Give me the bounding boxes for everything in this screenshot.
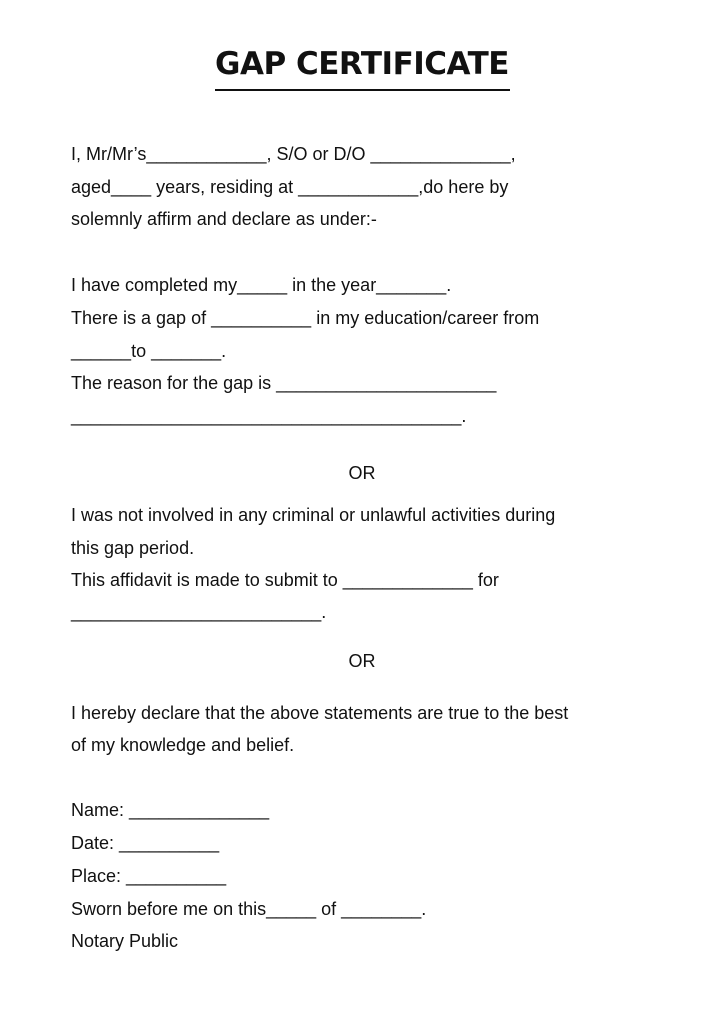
conduct-line-3: This affidavit is made to submit to _____________ for [71,570,499,590]
place-field: Place: __________ [71,866,227,886]
conduct-line-2: this gap period. [71,538,195,558]
date-field: Date: __________ [71,833,220,853]
conduct-line-1: I was not involved in any criminal or unlawful activities during [71,505,556,525]
intro-line-2: aged____ years, residing at ____________,do here by [71,177,509,197]
declaration-line-2: of my knowledge and belief. [71,735,295,755]
title-underline [215,89,510,91]
details-line-5: _______________________________________. [71,406,467,426]
or-separator-2: OR [348,651,376,671]
details-line-4: The reason for the gap is ______________________ [71,373,497,393]
intro-line-3: solemnly affirm and declare as under:- [71,209,377,229]
intro-line-1: I, Mr/Mr’s____________, S/O or D/O ______________, [71,144,516,164]
document-title: GAP CERTIFICATE [215,46,509,82]
or-separator-1: OR [348,463,376,483]
details-line-3: ______to _______. [71,341,227,361]
conduct-line-4: _________________________. [71,602,327,622]
details-line-1: I have completed my_____ in the year_______. [71,275,452,295]
declaration-line-1: I hereby declare that the above statements are true to the best [71,703,569,723]
name-field: Name: ______________ [71,800,270,820]
sworn-line: Sworn before me on this_____ of ________. [71,899,427,919]
notary-public-label: Notary Public [71,931,179,951]
details-line-2: There is a gap of __________ in my education/career from [71,308,540,328]
